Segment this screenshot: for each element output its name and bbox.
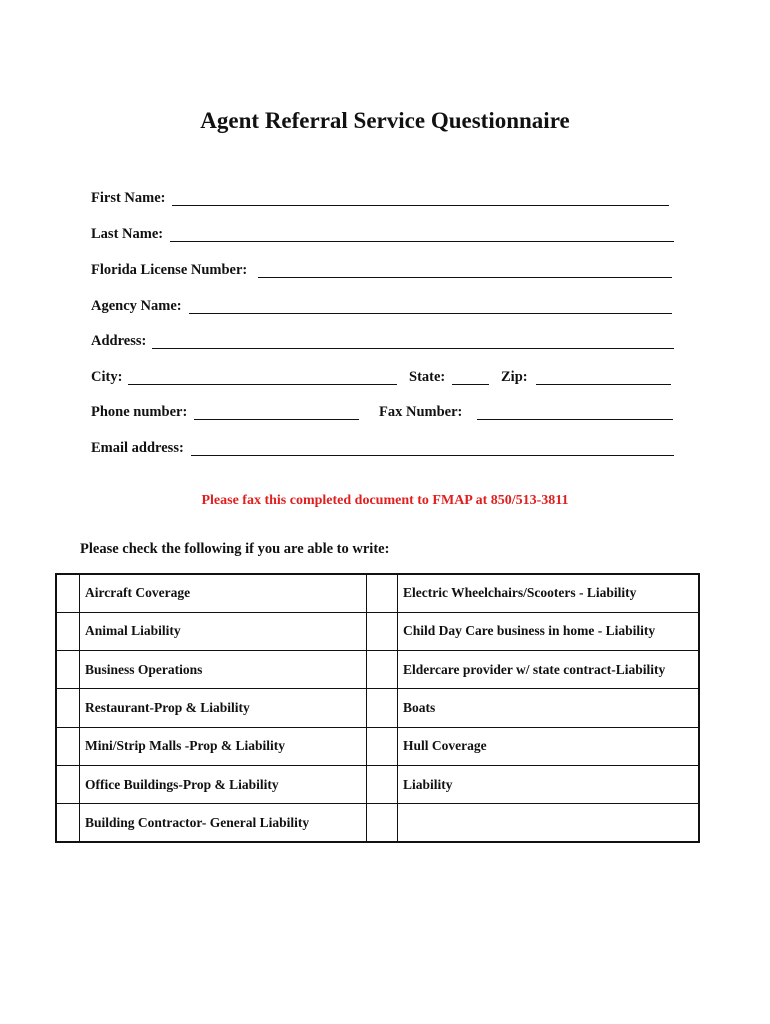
coverage-label: Child Day Care business in home - Liability — [398, 612, 700, 650]
fax-notice: Please fax this completed document to FMAP at 850/513-3811 — [201, 493, 569, 508]
coverage-label: Aircraft Coverage — [80, 574, 367, 612]
fax-field[interactable] — [477, 419, 673, 420]
table-row — [56, 727, 699, 765]
phone-field[interactable] — [194, 419, 359, 420]
email-field[interactable] — [191, 455, 674, 456]
checkbox[interactable] — [56, 804, 80, 842]
coverage-label: Electric Wheelchairs/Scooters - Liability — [398, 574, 700, 612]
first-name-label: First Name: — [91, 190, 166, 206]
coverage-label: Hull Coverage — [398, 727, 700, 765]
coverage-label: Restaurant-Prop & Liability — [80, 689, 367, 727]
form-title: Agent Referral Service Questionnaire — [200, 108, 570, 133]
state-field[interactable] — [452, 384, 489, 385]
state-label: State: — [409, 369, 446, 385]
checklist-instruction: Please check the following if you are able to write: — [80, 541, 390, 557]
coverage-label: Animal Liability — [80, 612, 367, 650]
table-row — [56, 612, 699, 650]
checkbox[interactable] — [56, 727, 80, 765]
agency-name-field[interactable] — [189, 313, 672, 314]
coverage-label: Business Operations — [80, 651, 367, 689]
table-row — [56, 651, 699, 689]
last-name-field[interactable] — [170, 241, 674, 242]
address-label: Address: — [91, 333, 147, 349]
coverage-label: Mini/Strip Malls -Prop & Liability — [80, 727, 367, 765]
table-row — [56, 574, 699, 612]
coverage-checklist-table — [55, 573, 700, 843]
checkbox[interactable] — [367, 804, 398, 842]
license-label: Florida License Number: — [91, 262, 248, 278]
checkbox[interactable] — [367, 765, 398, 803]
checkbox[interactable] — [367, 574, 398, 612]
coverage-label: Eldercare provider w/ state contract-Liability — [398, 651, 700, 689]
city-label: City: — [91, 369, 123, 385]
address-field[interactable] — [152, 348, 674, 349]
checkbox[interactable] — [56, 574, 80, 612]
checkbox[interactable] — [367, 612, 398, 650]
zip-label: Zip: — [501, 369, 528, 385]
fax-label: Fax Number: — [379, 404, 463, 420]
first-name-field[interactable] — [172, 205, 669, 206]
coverage-label — [398, 804, 700, 842]
coverage-label: Building Contractor- General Liability — [80, 804, 367, 842]
coverage-label: Office Buildings-Prop & Liability — [80, 765, 367, 803]
coverage-label: Liability — [398, 765, 700, 803]
agency-name-label: Agency Name: — [91, 298, 182, 314]
checkbox[interactable] — [56, 689, 80, 727]
checkbox[interactable] — [367, 689, 398, 727]
checkbox[interactable] — [367, 727, 398, 765]
coverage-label: Boats — [398, 689, 700, 727]
email-label: Email address: — [91, 440, 184, 456]
table-row — [56, 765, 699, 803]
table-row — [56, 804, 699, 842]
last-name-label: Last Name: — [91, 226, 164, 242]
phone-label: Phone number: — [91, 404, 188, 420]
zip-field[interactable] — [536, 384, 671, 385]
checkbox[interactable] — [56, 765, 80, 803]
checkbox[interactable] — [56, 612, 80, 650]
checkbox[interactable] — [56, 651, 80, 689]
checkbox[interactable] — [367, 651, 398, 689]
city-field[interactable] — [128, 384, 397, 385]
table-row — [56, 689, 699, 727]
license-field[interactable] — [258, 277, 672, 278]
